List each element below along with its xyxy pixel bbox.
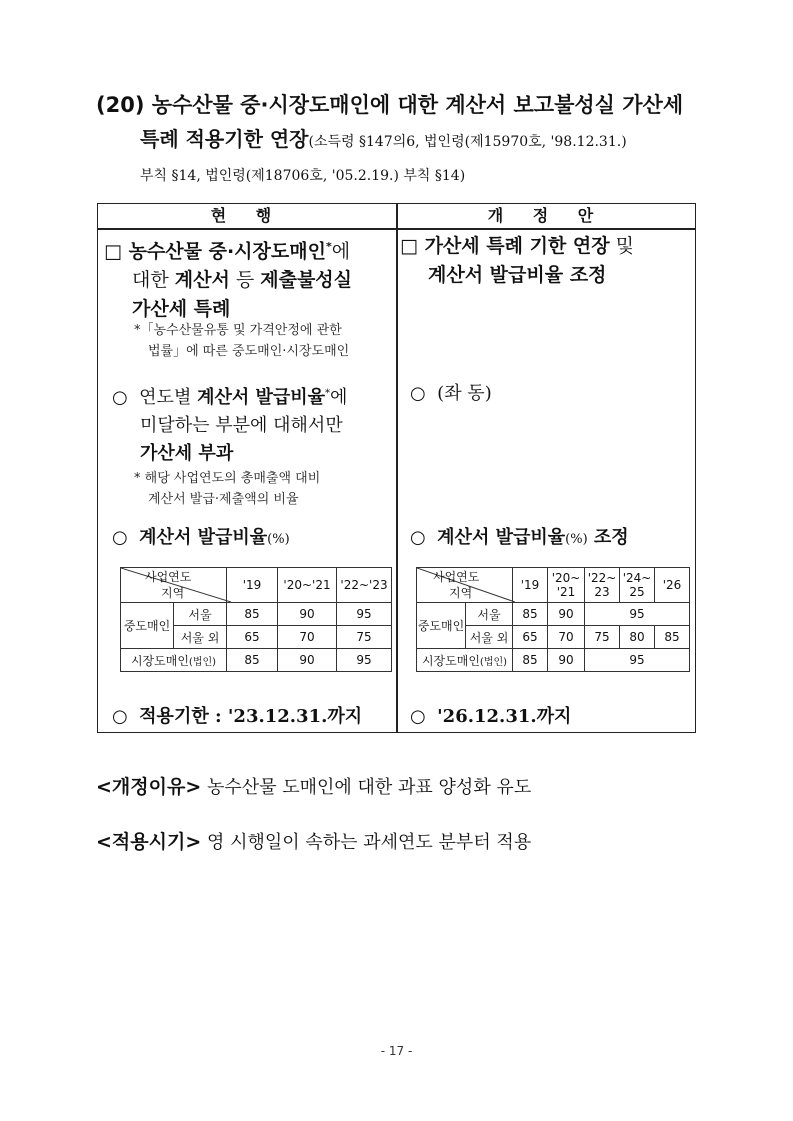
circle-bullet-icon: ○ — [410, 706, 426, 727]
title-line-2 — [96, 122, 716, 159]
reason-text: 농수산물 도매인에 대한 과표 양성화 유도 — [207, 777, 532, 798]
current-summary-tail: 에 — [331, 240, 351, 263]
footnote-mark: * — [325, 240, 332, 253]
header-current: 현 행 — [210, 206, 284, 225]
col-header-part: 25 — [629, 585, 645, 599]
item2-unit: (%) — [565, 532, 588, 547]
row-label: 서울 — [466, 603, 513, 626]
table-corner — [417, 568, 513, 603]
item1-text-c: 에 — [330, 387, 348, 408]
table-cell: 90 — [278, 649, 337, 672]
col-header-part: '21 — [556, 585, 576, 599]
current-summary-text-c: 등 — [229, 269, 261, 292]
current-summary-text-d: 제출불성실 — [260, 269, 353, 292]
table-cell: 80 — [620, 626, 655, 649]
note2-line1: * 해당 사업연도의 총매출액 대비 — [134, 471, 321, 486]
table-cell: 95 — [337, 603, 392, 626]
item2-text: 계산서 발급비율 — [139, 527, 268, 548]
corner-year-label: 사업연도 — [433, 570, 480, 584]
page-number: - 17 - — [380, 1044, 413, 1058]
reason-label: <개정이유> — [96, 776, 202, 798]
group-label: 중도매인 — [417, 603, 466, 649]
same-as-left: (좌 동) — [437, 383, 492, 404]
row-label: 서울 외 — [466, 626, 513, 649]
col-header: '22~'23 — [337, 568, 392, 603]
timing-label: <적용시기> — [96, 831, 202, 853]
table-cell: 95 — [337, 649, 392, 672]
table-cell: 90 — [548, 603, 585, 626]
current-summary-line1: 농수산물 중·시장도매인 — [128, 240, 326, 263]
application-timing — [96, 827, 531, 858]
table-cell: 75 — [337, 626, 392, 649]
item1-text-a: 연도별 — [139, 387, 198, 408]
current-summary-text-b: 계산서 — [174, 269, 230, 292]
header-revised: 개 정 안 — [487, 206, 606, 225]
corner-region-label: 지역 — [449, 586, 473, 600]
revision-reason — [96, 772, 531, 803]
revised-summary — [400, 232, 695, 290]
col-header: '20~'21 — [278, 568, 337, 603]
market-label: 시장도매인 — [421, 653, 480, 668]
corner-region-label: 지역 — [161, 586, 185, 600]
title-emphasis: 특례 적용기한 연장 — [140, 127, 309, 151]
revised-item-3 — [410, 703, 694, 731]
revised-summary-line1: 가산세 특례 기한 연장 — [424, 235, 610, 257]
deadline-revised: '26.12.31.까지 — [437, 706, 572, 727]
table-cell: 95 — [585, 603, 690, 626]
current-footnote-1 — [134, 320, 396, 362]
table-cell: 85 — [513, 649, 548, 672]
table-cell: 85 — [513, 603, 548, 626]
col-header-part: '24~ — [622, 571, 652, 585]
table-cell: 85 — [227, 649, 278, 672]
circle-bullet-icon: ○ — [112, 527, 128, 548]
current-summary-line3: 가산세 특례 — [132, 298, 231, 321]
col-header-part: 23 — [594, 585, 610, 599]
note1-line1: *「농수산물유통 및 가격안정에 관한 — [134, 323, 342, 338]
row-label: 서울 외 — [174, 626, 227, 649]
item2-tail: 조정 — [587, 527, 629, 548]
current-footnote-2 — [134, 468, 396, 510]
deadline-current: : '23.12.31.까지 — [208, 706, 363, 727]
current-item-1 — [112, 380, 396, 468]
table-cell: 65 — [227, 626, 278, 649]
table-cell: 85 — [227, 603, 278, 626]
circle-bullet-icon: ○ — [410, 527, 426, 548]
table-cell: 70 — [548, 626, 585, 649]
revised-summary-line2: 계산서 발급비율 조정 — [428, 264, 607, 286]
footnote-mark: * — [325, 388, 331, 399]
section-title — [96, 88, 716, 193]
corner-year-label: 사업연도 — [145, 570, 192, 584]
col-header-part: '20~ — [551, 571, 581, 585]
title-line-3: 부칙 §14, 법인령(제18706호, '05.2.19.) 부칙 §14) — [140, 168, 466, 184]
table-cell: 95 — [585, 649, 690, 672]
market-sub-label: (법인) — [188, 656, 217, 668]
deadline-label: 적용기한 — [139, 706, 209, 727]
current-item-3 — [112, 703, 396, 731]
market-label: 시장도매인 — [130, 653, 189, 668]
row-label: 서울 — [174, 603, 227, 626]
item2-unit: (%) — [267, 532, 290, 547]
table-cell: 70 — [278, 626, 337, 649]
col-header — [585, 568, 620, 603]
col-header: '19 — [513, 568, 548, 603]
group-label: 중도매인 — [121, 603, 174, 649]
circle-bullet-icon: ○ — [410, 383, 426, 404]
item1-line2: 미달하는 부분에 대해서만 — [140, 415, 343, 436]
note2-line2: 계산서 발급·제출액의 비율 — [148, 492, 299, 507]
revised-summary-tail: 및 — [609, 235, 635, 257]
item1-text-b: 계산서 발급비율 — [197, 387, 326, 408]
current-summary-text-a: 대한 — [132, 269, 175, 292]
revised-item-1 — [410, 380, 694, 408]
table-cell: 65 — [513, 626, 548, 649]
comparison-table — [97, 203, 696, 733]
table-cell: 75 — [585, 626, 620, 649]
table-cell: 85 — [655, 626, 690, 649]
rate-table-revised — [416, 567, 690, 672]
col-header: '19 — [227, 568, 278, 603]
revised-item-2 — [410, 524, 694, 554]
circle-bullet-icon: ○ — [112, 387, 128, 408]
rate-table-current — [120, 567, 392, 672]
table-cell: 90 — [278, 603, 337, 626]
row-label — [121, 649, 227, 672]
item2-text: 계산서 발급비율 — [437, 527, 566, 548]
circle-bullet-icon: ○ — [112, 706, 128, 727]
col-header — [620, 568, 655, 603]
checkbox-square-icon: □ — [400, 235, 418, 257]
title-reference: (소득령 §147의6, 법인령(제15970호, '98.12.31.) — [308, 134, 627, 150]
header-divider — [98, 228, 695, 230]
col-header: '26 — [655, 568, 690, 603]
checkbox-square-icon: □ — [104, 240, 122, 263]
col-header-part: '22~ — [587, 571, 617, 585]
note1-line2: 법률」에 따른 중도매인·시장도매인 — [148, 344, 350, 359]
table-cell: 90 — [548, 649, 585, 672]
table-corner — [121, 568, 227, 603]
current-item-2 — [112, 524, 396, 554]
current-summary — [104, 232, 396, 324]
title-line-1: (20) 농수산물 중·시장도매인에 대한 계산서 보고불성실 가산세 — [96, 93, 684, 117]
column-divider — [396, 204, 398, 732]
col-header — [548, 568, 585, 603]
market-sub-label: (법인) — [479, 656, 508, 668]
item1-line3: 가산세 부과 — [140, 443, 234, 464]
timing-text: 영 시행일이 속하는 과세연도 분부터 적용 — [207, 832, 532, 853]
row-label — [417, 649, 513, 672]
